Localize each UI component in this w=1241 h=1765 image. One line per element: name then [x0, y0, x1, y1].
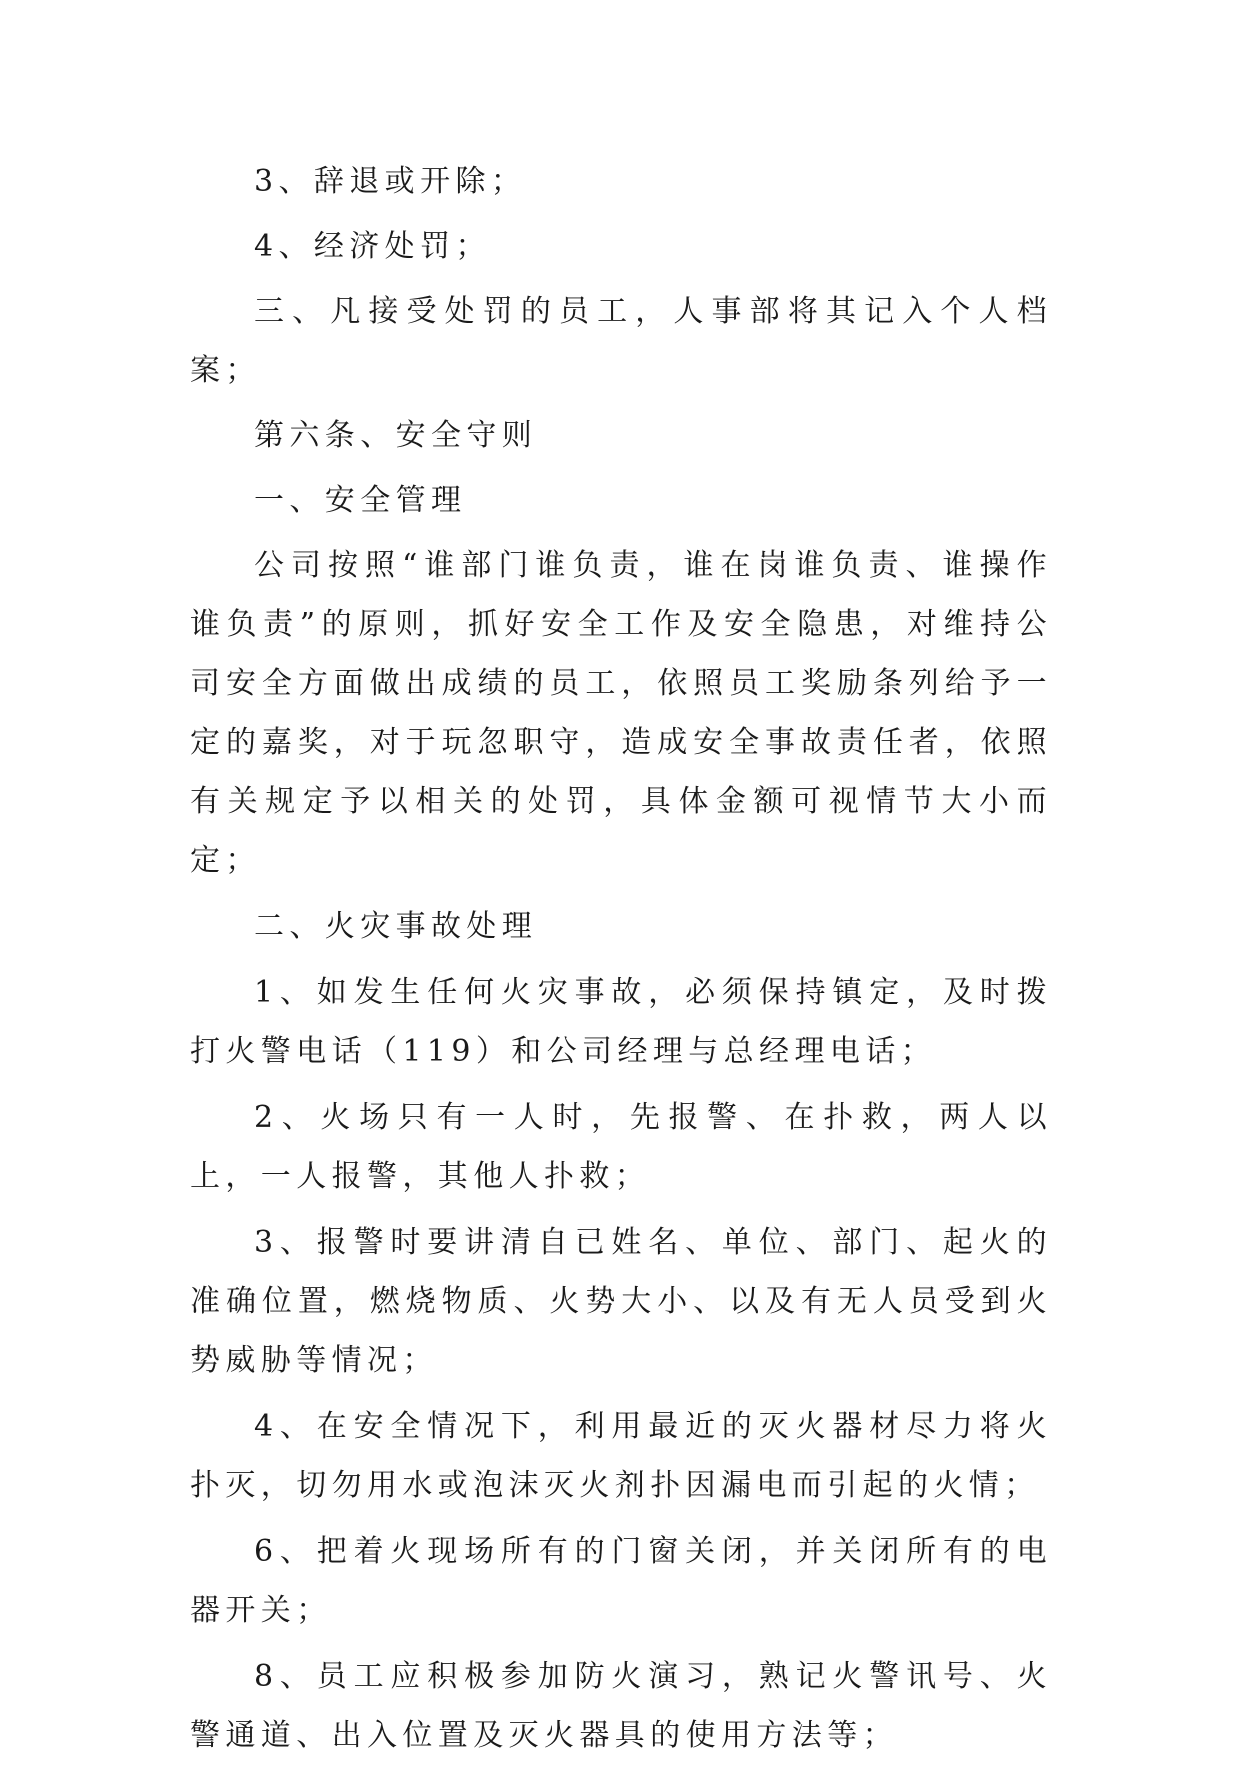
paragraph-safety-management: 公司按照“谁部门谁负责，谁在岗谁负责、谁操作谁负责”的原则，抓好安全工作及安全隐患，对维持公司安全方面做出成绩的员工，依照员工奖励条列给予一定的嘉奖，对于玩忽职守，造成安全事故责任者，依照有关规定予以相关的处罚，具体金额可视情节大小而定； — [190, 548, 1052, 878]
article-6-heading: 第六条、安全守则 — [254, 418, 538, 453]
document-page — [190, 152, 1052, 1765]
paragraph-fire-item-1: 1、如发生任何火灾事故，必须保持镇定，及时拨打火警电话（119）和公司经理与总经理电话； — [190, 975, 1052, 1069]
paragraph-section-3-records: 三、凡接受处罚的员工，人事部将其记入个人档案； — [190, 294, 1052, 388]
paragraph-item-4-fine: 4、经济处罚； — [254, 229, 491, 264]
paragraph-fire-item-4: 4、在安全情况下，利用最近的灭火器材尽力将火扑灭，切勿用水或泡沫灭火剂扑因漏电而引起的火情； — [190, 1409, 1052, 1503]
paragraph-fire-item-8: 8、员工应积极参加防火演习，熟记火警讯号、火警通道、出入位置及灭火器具的使用方法等； — [190, 1659, 1052, 1753]
paragraph-fire-item-3: 3、报警时要讲清自已姓名、单位、部门、起火的准确位置，燃烧物质、火势大小、以及有无人员受到火势威胁等情况； — [190, 1225, 1052, 1378]
paragraph-fire-item-2: 2、火场只有一人时，先报警、在扑救，两人以上，一人报警，其他人扑救； — [190, 1100, 1052, 1194]
section-1-heading: 一、安全管理 — [254, 483, 467, 518]
section-2-heading: 二、火灾事故处理 — [254, 909, 538, 944]
paragraph-fire-item-6: 6、把着火现场所有的门窗关闭，并关闭所有的电器开关； — [190, 1534, 1052, 1628]
paragraph-item-3-dismissal: 3、辞退或开除； — [254, 164, 527, 199]
